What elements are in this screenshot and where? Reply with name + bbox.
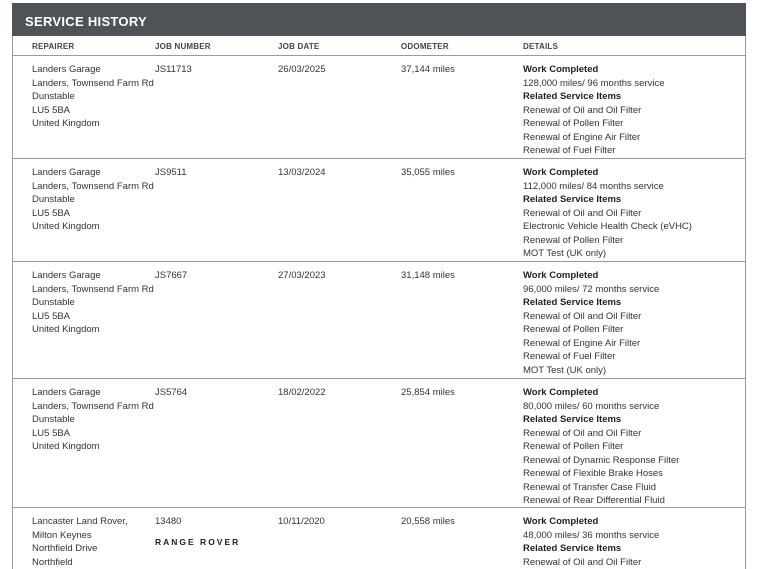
odometer-cell: 37,144 miles	[401, 64, 455, 75]
related-item: Renewal of Flexible Brake Hoses	[523, 468, 663, 479]
related-item: Renewal of Oil and Oil Filter	[523, 310, 642, 322]
work-completed-value: 128,000 miles/ 96 months service	[523, 77, 665, 89]
table-header-row	[13, 36, 745, 56]
repairer-line: Landers, Townsend Farm Rd	[32, 400, 154, 412]
related-item: Renewal of Pollen Filter	[523, 324, 624, 335]
details-cell	[523, 515, 743, 569]
related-item: Renewal of Oil and Oil Filter	[523, 556, 642, 568]
service-history-table	[12, 36, 746, 569]
work-completed-value: 96,000 miles/ 72 months service	[523, 283, 660, 295]
column-header-job-number: JOB NUMBER	[155, 42, 211, 51]
job-number-cell: JS9511	[155, 167, 187, 178]
repairer-line: Landers Garage	[32, 387, 101, 398]
repairer-line: United Kingdom	[32, 221, 100, 232]
related-item: Renewal of Dynamic Response Filter	[523, 454, 680, 466]
job-date-cell: 27/03/2023	[278, 270, 326, 281]
related-items-label: Related Service Items	[523, 414, 622, 425]
related-item: Renewal of Oil and Oil Filter	[523, 207, 642, 219]
related-item: Electronic Vehicle Health Check (eVHC)	[523, 221, 692, 232]
job-date-cell: 18/02/2022	[278, 387, 326, 398]
repairer-line: United Kingdom	[32, 441, 100, 452]
repairer-line: Dunstable	[32, 414, 75, 425]
related-item: MOT Test (UK only)	[523, 248, 607, 259]
repairer-line: Lancaster Land Rover,	[32, 516, 128, 527]
job-number-cell: JS11713	[155, 64, 192, 75]
odometer-cell: 35,055 miles	[401, 167, 455, 178]
related-items-label: Related Service Items	[523, 297, 622, 308]
table-row	[13, 379, 745, 508]
repairer-line: Landers Garage	[32, 270, 101, 281]
details-cell	[523, 269, 743, 377]
repairer-line: Landers, Townsend Farm Rd	[32, 283, 154, 295]
repairer-line: LU5 5BA	[32, 310, 71, 322]
work-completed-label: Work Completed	[523, 516, 599, 527]
repairer-line: Landers Garage	[32, 64, 101, 75]
repairer-line: Dunstable	[32, 91, 75, 102]
table-row	[13, 262, 745, 379]
repairer-cell	[32, 386, 162, 454]
repairer-line: Northfield	[32, 556, 73, 568]
related-item: Renewal of Transfer Case Fluid	[523, 481, 657, 493]
work-completed-value: 112,000 miles/ 84 months service	[523, 180, 664, 192]
odometer-cell: 25,854 miles	[401, 387, 455, 398]
repairer-line: United Kingdom	[32, 324, 100, 335]
work-completed-value: 80,000 miles/ 60 months service	[523, 400, 660, 412]
work-completed-label: Work Completed	[523, 387, 599, 398]
repairer-cell	[32, 63, 162, 131]
column-header-odometer: ODOMETER	[401, 42, 449, 51]
section-title-bar	[12, 3, 746, 36]
job-date-cell: 10/11/2020	[278, 516, 325, 527]
related-item: Renewal of Engine Air Filter	[523, 337, 641, 349]
section-title: SERVICE HISTORY	[25, 14, 148, 29]
repairer-line: Landers Garage	[32, 167, 101, 178]
repairer-line: Dunstable	[32, 297, 75, 308]
related-item: Renewal of Rear Differential Fluid	[523, 495, 665, 506]
job-number-cell: 13480	[155, 516, 182, 527]
job-number-cell: JS7667	[155, 270, 188, 281]
related-items-label: Related Service Items	[523, 543, 622, 554]
repairer-cell	[32, 269, 162, 337]
repairer-line: United Kingdom	[32, 118, 100, 129]
table-row	[13, 159, 745, 262]
related-item: Renewal of Fuel Filter	[523, 351, 616, 362]
work-completed-label: Work Completed	[523, 167, 599, 178]
column-header-details: DETAILS	[523, 42, 559, 51]
job-number-cell: JS5764	[155, 387, 188, 398]
repairer-line: Landers, Townsend Farm Rd	[32, 180, 154, 192]
range-rover-logo: RANGE ROVER	[155, 537, 241, 547]
repairer-cell	[32, 515, 162, 569]
repairer-line: LU5 5BA	[32, 427, 71, 439]
job-date-cell: 26/03/2025	[278, 64, 326, 75]
repairer-line: LU5 5BA	[32, 207, 71, 219]
work-completed-label: Work Completed	[523, 64, 599, 75]
repairer-line: Landers, Townsend Farm Rd	[32, 77, 154, 89]
column-header-repairer: REPAIRER	[32, 42, 75, 51]
related-items-label: Related Service Items	[523, 194, 622, 205]
details-cell	[523, 63, 743, 158]
repairer-line: LU5 5BA	[32, 104, 71, 116]
table-row	[13, 56, 745, 159]
related-item: Renewal of Oil and Oil Filter	[523, 427, 642, 439]
related-item: Renewal of Oil and Oil Filter	[523, 104, 642, 116]
repairer-line: Dunstable	[32, 194, 75, 205]
repairer-line: Northfield Drive	[32, 543, 98, 554]
odometer-cell: 31,148 miles	[401, 270, 455, 281]
related-item: Renewal of Engine Air Filter	[523, 131, 641, 143]
related-items-label: Related Service Items	[523, 91, 622, 102]
repairer-cell	[32, 166, 162, 234]
column-header-job-date: JOB DATE	[278, 42, 320, 51]
job-date-cell: 13/03/2024	[278, 167, 326, 178]
related-item: MOT Test (UK only)	[523, 364, 607, 376]
odometer-cell: 20,558 miles	[401, 516, 455, 527]
related-item: Renewal of Pollen Filter	[523, 441, 624, 452]
work-completed-value: 48,000 miles/ 36 months service	[523, 529, 660, 541]
details-cell	[523, 386, 743, 508]
details-cell	[523, 166, 743, 261]
work-completed-label: Work Completed	[523, 270, 599, 281]
repairer-line: Milton Keynes	[32, 529, 92, 541]
related-item: Renewal of Fuel Filter	[523, 145, 616, 156]
related-item: Renewal of Pollen Filter	[523, 234, 624, 246]
related-item: Renewal of Pollen Filter	[523, 118, 624, 129]
table-row	[13, 508, 745, 569]
